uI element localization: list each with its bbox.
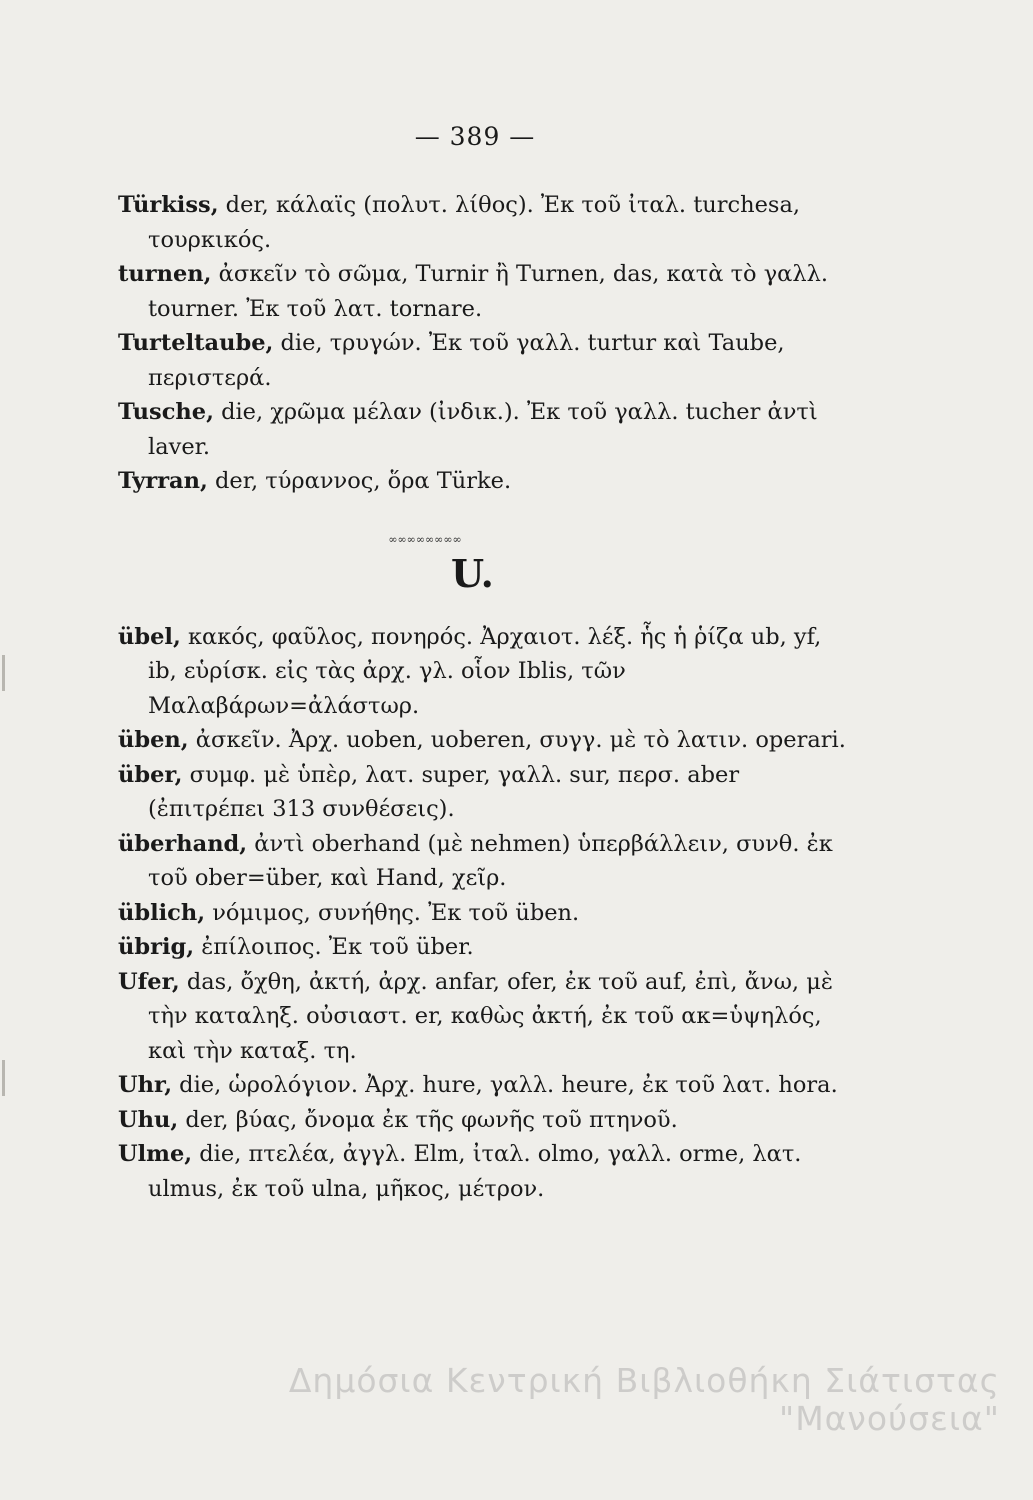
entry-headword: übel,: [118, 623, 181, 650]
entry-headword: Tyrran,: [118, 468, 208, 494]
entries-top: [118, 188, 856, 499]
entry-headword: übrig,: [118, 934, 195, 960]
entry-headword: üblich,: [118, 899, 206, 926]
dictionary-entry: [118, 930, 856, 965]
dictionary-entry: [118, 395, 856, 464]
dictionary-entry: [118, 965, 856, 1069]
dictionary-entry: [118, 620, 856, 724]
entry-definition: νόμιμος, συνήθης. Ἐκ τοῦ üben.: [205, 899, 580, 926]
entry-headword: Türkiss,: [118, 192, 219, 218]
page-edge-mark: [2, 1060, 5, 1096]
entry-headword: üben,: [118, 727, 189, 753]
dictionary-entry: [118, 326, 856, 395]
entry-definition: κακός, φαῦλος, πονηρός. Ἀρχαιοτ. λέξ. ἧς ἡ ῥίζα ub, yf, ib, εὑρίσκ. εἰς τὰς ἀρχ. γλ. οἷον Iblis, τῶν Μαλαβάρων=ἀλάστωρ.: [148, 623, 822, 719]
dictionary-entry: [118, 758, 856, 827]
entry-definition: die, χρῶμα μέλαν (ἰνδικ.). Ἐκ τοῦ γαλλ. tucher ἀντὶ laver.: [148, 399, 818, 460]
entry-definition: ἀντὶ oberhand (μὲ nehmen) ὑπερβάλλειν, συνθ. ἐκ τοῦ ober=über, καὶ Hand, χεῖρ.: [148, 830, 833, 891]
entry-definition: der, κάλαϊς (πολυτ. λίθος). Ἐκ τοῦ ἰταλ. turchesa, τουρκικός.: [148, 192, 801, 253]
entry-definition: συμφ. μὲ ὑπὲρ, λατ. super, γαλλ. sur, περσ. aber (ἐπιτρέπει 313 συνθέσεις).: [148, 761, 740, 822]
entry-headword: Tusche,: [118, 399, 214, 425]
entry-headword: über,: [118, 761, 183, 788]
entry-definition: der, τύραννος, ὅρα Türke.: [207, 468, 512, 494]
entry-definition: das, ὄχθη, ἀκτή, ἀρχ. anfar, ofer, ἐκ τοῦ auf, ἐπὶ, ἄνω, μὲ τὴν καταληξ. οὐσιαστ. er, καθὼς ἀκτή, ἐκ τοῦ ακ=ὑψηλός, καὶ τὴν καταξ. τη.: [148, 968, 833, 1064]
entry-definition: die, ὡρολόγιον. Ἀρχ. hure, γαλλ. heure, ἐκ τοῦ λατ. hora.: [172, 1072, 838, 1098]
section-ornament: ∞∞∞∞∞∞∞∞: [388, 532, 462, 546]
entry-headword: Uhr,: [118, 1072, 173, 1098]
entry-headword: Turteltaube,: [118, 330, 274, 356]
page-edge-mark: [2, 655, 5, 691]
dictionary-entry: [118, 464, 856, 499]
entry-headword: überhand,: [118, 830, 248, 857]
entry-definition: die, πτελέα, ἀγγλ. Elm, ἰταλ. olmo, γαλλ. orme, λατ. ulmus, ἐκ τοῦ ulna, μῆκος, μέτρον.: [148, 1141, 802, 1202]
entry-headword: Ufer,: [118, 968, 180, 995]
dictionary-entry: [118, 1068, 856, 1103]
dictionary-entry: [118, 723, 856, 758]
entry-definition: der, βύας, ὄνομα ἐκ τῆς φωνῆς τοῦ πτηνοῦ.: [178, 1106, 678, 1133]
dictionary-entry: [118, 896, 856, 931]
section-letter: U.: [451, 550, 494, 596]
dictionary-entry: [118, 257, 856, 326]
library-watermark: Δημόσια Κεντρική Βιβλιοθήκη Σιάτιστας "Μανούσεια": [288, 1361, 1000, 1438]
entry-definition: ἀσκεῖν τὸ σῶμα, Turnir ἢ Turnen, das, κατὰ τὸ γαλλ. tourner. Ἐκ τοῦ λατ. tornare.: [148, 261, 829, 322]
dictionary-text: [118, 188, 856, 1206]
letter-section-header: [118, 499, 856, 620]
entry-headword: Uhu,: [118, 1106, 179, 1133]
dictionary-entry: [118, 827, 856, 896]
entries-bottom: [118, 620, 856, 1207]
entry-headword: turnen,: [118, 261, 212, 287]
dictionary-entry: [118, 1103, 856, 1138]
entry-definition: ἀσκεῖν. Ἀρχ. uoben, uoberen, συγγ. μὲ τὸ λατιν. operari.: [188, 727, 846, 753]
entry-definition: ἐπίλοιπος. Ἐκ τοῦ über.: [194, 934, 474, 960]
page-number: — 389 —: [414, 122, 536, 151]
entry-headword: Ulme,: [118, 1141, 193, 1167]
entry-definition: die, τρυγών. Ἐκ τοῦ γαλλ. turtur καὶ Taube, περιστερά.: [148, 330, 785, 391]
dictionary-entry: [118, 188, 856, 257]
dictionary-entry: [118, 1137, 856, 1206]
